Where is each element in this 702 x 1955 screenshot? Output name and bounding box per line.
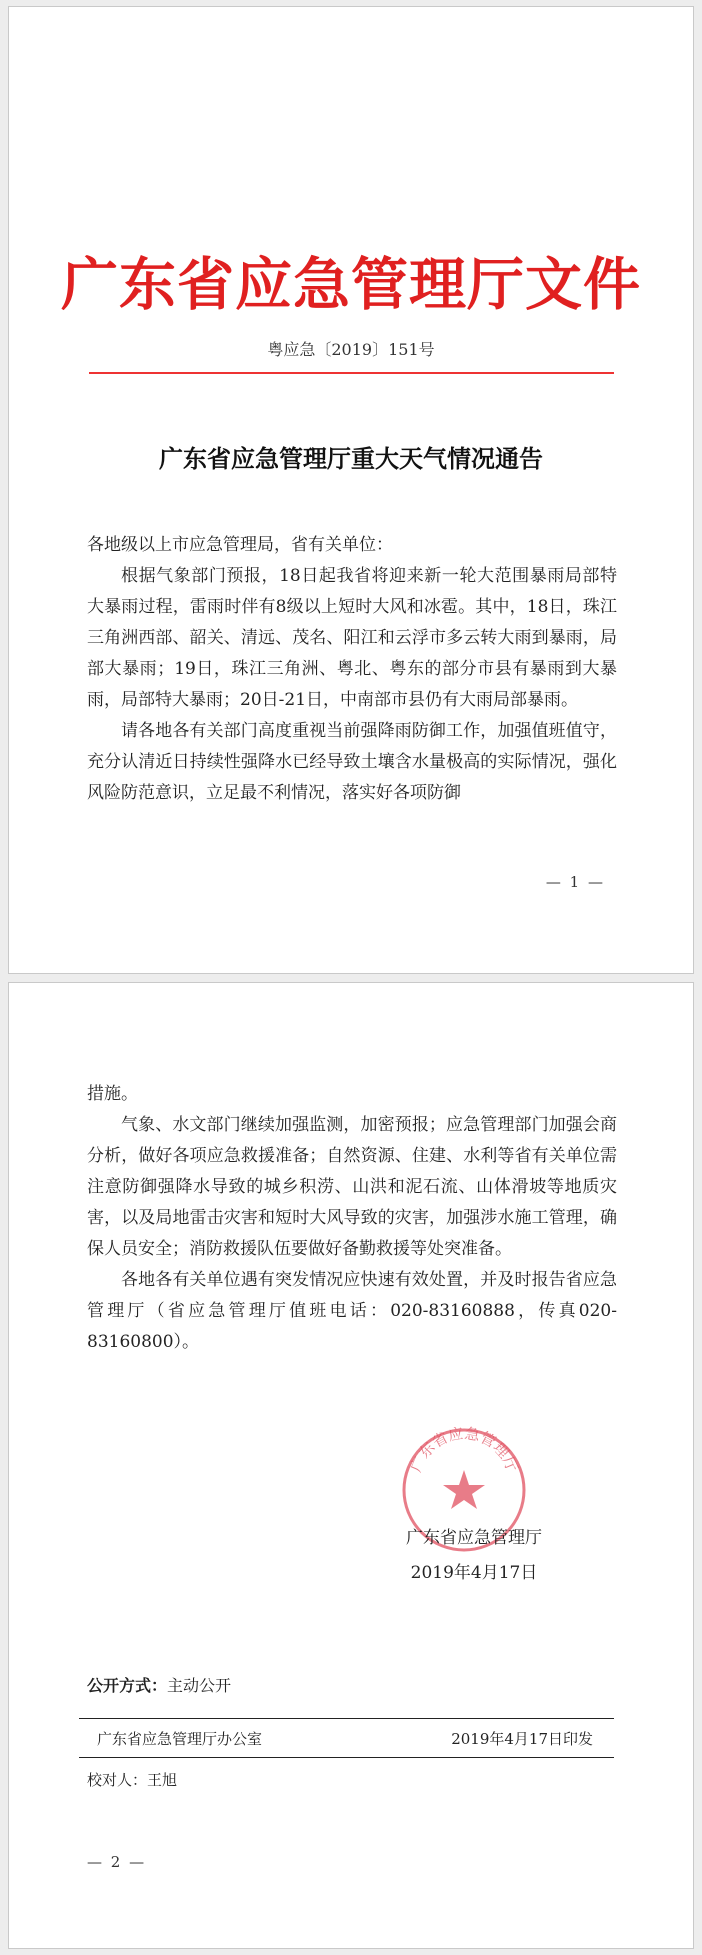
signature-organization: 广东省应急管理厅 — [406, 1528, 542, 1548]
publish-value: 主动公开 — [167, 1676, 232, 1695]
notice-title: 广东省应急管理厅重大天气情况通告 — [159, 444, 543, 473]
document-header-title: 广东省应急管理厅文件 — [61, 251, 641, 318]
page-number: — 1 — — [545, 873, 605, 891]
publish-mode — [87, 1673, 231, 1696]
footer-bottom-rule — [79, 1757, 614, 1758]
document-page-1 — [8, 6, 694, 974]
signature-date: 2019年4月17日 — [410, 1563, 538, 1583]
svg-text:广东省应急管理厅: 广东省应急管理厅 — [406, 1425, 522, 1475]
document-page-2 — [8, 982, 694, 1949]
footer-print-date: 2019年4月17日印发 — [451, 1730, 593, 1748]
paragraph-departments: 气象、水文部门继续加强监测，加密预报；应急管理部门加强会商分析，做好各项应急救援准备；自然资源、住建、水利等省有关单位需注意防御强降水导致的城乡积涝、山洪和泥石流、山体滑坡等地质灾害，以及局地雷击灾害和短时大风导致的灾害，加强涉水施工管理，确保人员安全；消防救援队伍要做好备勤救援等处突准备。 — [87, 1115, 617, 1259]
page-number: — 2 — — [87, 1853, 147, 1871]
document-number: 粤应急〔2019〕151号 — [267, 340, 435, 359]
publish-label: 公开方式： — [87, 1676, 168, 1695]
continuation-text: 措施。 — [87, 1084, 138, 1104]
header-red-divider — [89, 372, 614, 374]
salutation: 各地级以上市应急管理局，省有关单位： — [87, 535, 393, 555]
seal-star-icon — [443, 1470, 485, 1509]
page-2-body — [87, 1079, 617, 1358]
paragraph-forecast: 根据气象部门预报，18日起我省将迎来新一轮大范围暴雨局部特大暴雨过程，雷雨时伴有8级以上短时大风和冰雹。其中，18日，珠江三角洲西部、韶关、清远、茂名、阳江和云浮市多云转大雨到暴雨，局部大暴雨；19日，珠江三角洲、粤北、粤东的部分市县有暴雨到大暴雨，局部特大暴雨；20日-21日，中南部市县仍有大雨局部暴雨。 — [87, 566, 617, 710]
footer-top-rule — [79, 1718, 614, 1719]
paragraph-requirements: 请各地各有关部门高度重视当前强降雨防御工作，加强值班值守，充分认清近日持续性强降水已经导致土壤含水量极高的实际情况，强化风险防范意识，立足最不利情况，落实好各项防御 — [87, 721, 617, 803]
footer-office: 广东省应急管理厅办公室 — [97, 1730, 263, 1748]
proofreader: 校对人：王旭 — [87, 1771, 178, 1789]
paragraph-reporting: 各地各有关单位遇有突发情况应快速有效处置，并及时报告省应急管理厅（省应急管理厅值班电话：020-83160888，传真020-83160800）。 — [87, 1270, 617, 1352]
page-1-body — [87, 530, 617, 809]
